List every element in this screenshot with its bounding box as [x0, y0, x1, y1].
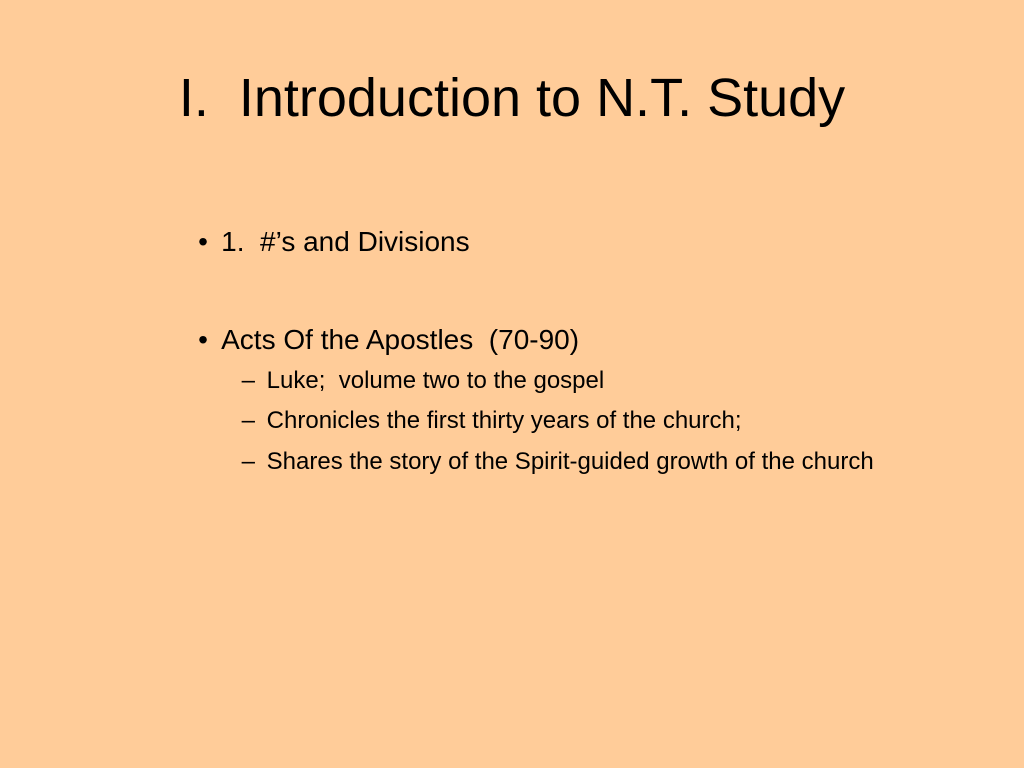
sub-bullet-text: Shares the story of the Spirit-guided growth of the church [266, 448, 874, 475]
sub-bullet-item [215, 414, 874, 510]
bullet-marker: • [198, 324, 208, 355]
bullet-text: 1. #’s and Divisions [221, 226, 470, 257]
sub-bullet-marker: – [241, 407, 256, 434]
bullet-text: Acts Of the Apostles (70-90) [221, 324, 580, 355]
sub-bullet-text: Luke; volume two to the gospel [266, 367, 605, 394]
bullet-item [167, 188, 470, 296]
bullet-marker: • [198, 226, 208, 257]
sub-bullet-text: Chronicles the first thirty years of the church; [266, 407, 742, 434]
slide-title: I. Introduction to N.T. Study [178, 68, 846, 128]
sub-bullet-marker: – [241, 448, 256, 475]
sub-bullet-marker: – [241, 367, 256, 394]
